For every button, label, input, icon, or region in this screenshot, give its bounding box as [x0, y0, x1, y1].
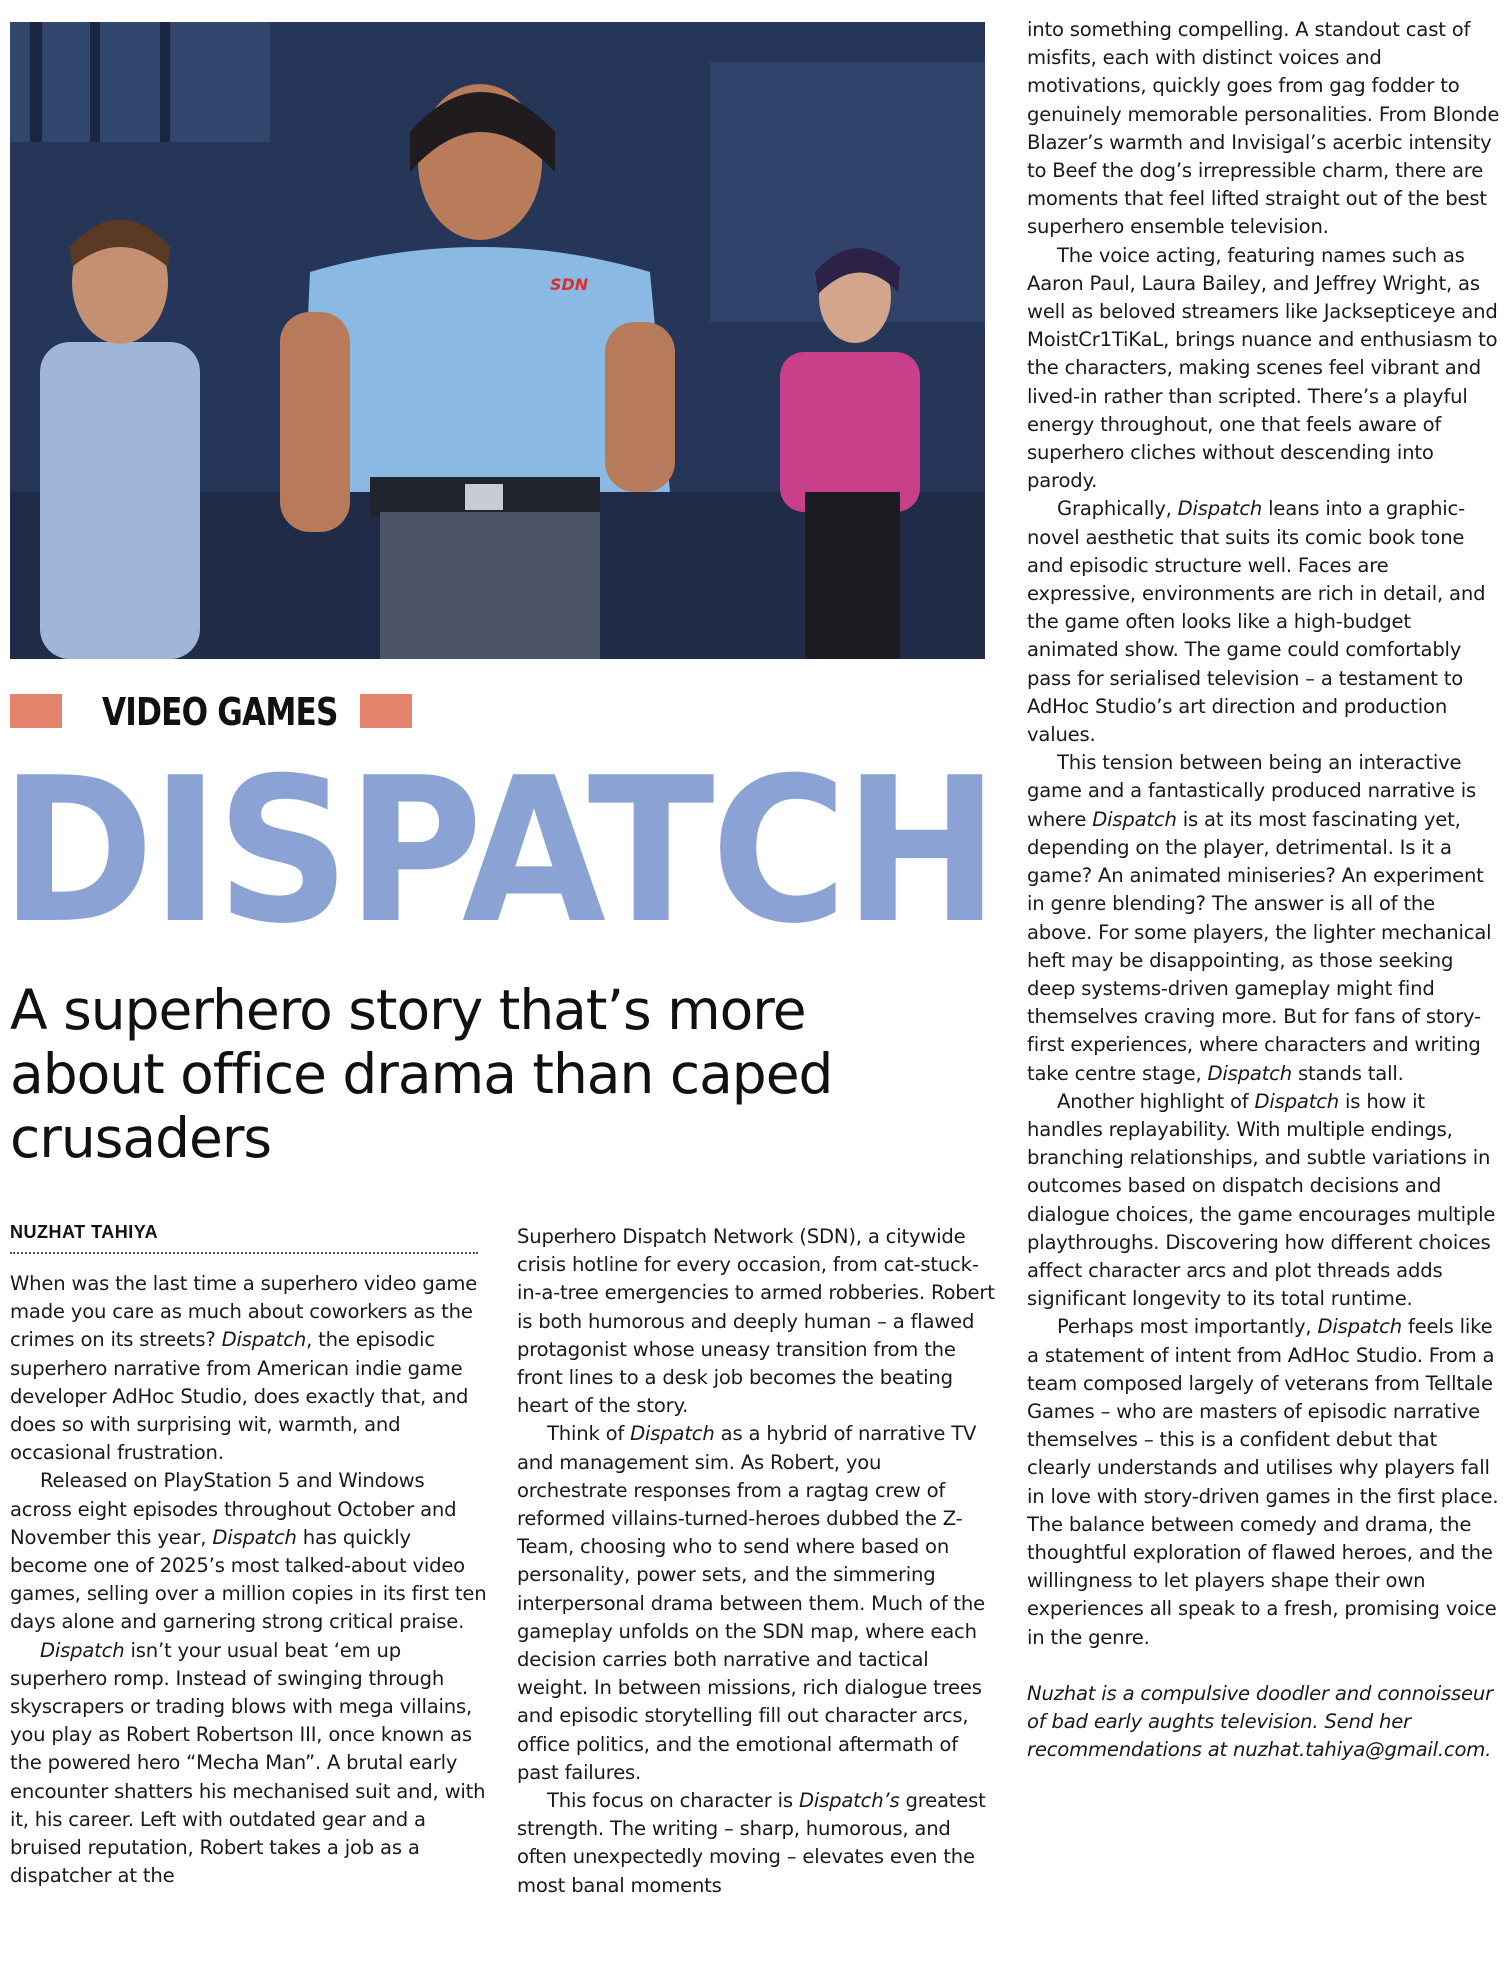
paragraph: This tension between being an interactive game and a fantastically produced narrative is where Dispatch is at its most fascinating yet, depending on the player, detrimental. Is it a game? An animated miniseries? An experiment in genre blending? The answer is all of the above. For some players, the lighter mechanical heft may be disappointing, as those seeking deep systems-driven gameplay might find themselves craving more. But for fans of story-first experiences, where characters and writing take centre stage, Dispatch stands tall.	[1027, 751, 1492, 1085]
section-label: VIDEO GAMES	[102, 690, 338, 734]
paragraph: Dispatch isn’t your usual beat ‘em up superhero romp. Instead of swinging through skyscrapers or trading blows with mega villains, you play as Robert Robertson III, once known as the powered hero “Mecha Man”. A brutal early encounter shatters his mechanised suit and, with it, his career. Left with outdated gear and a bruised reputation, Robert takes a job as a dispatcher at the	[10, 1638, 486, 1888]
author-bio: Nuzhat is a compulsive doodler and connoisseur of bad early aughts television. Send her recommendations at nuzhat.tahiya@gmail.com.	[1027, 1681, 1493, 1762]
paragraph: Superhero Dispatch Network (SDN), a citywide crisis hotline for every occasion, from cat-stuck-in-a-tree emergencies to armed robberies. Robert is both humorous and deeply human – a flawed protagonist whose uneasy transition from the front lines to a desk job becomes the beating heart of the story.	[517, 1225, 995, 1418]
paragraph: When was the last time a superhero video game made you care as much about coworkers as the crimes on its streets? Dispatch, the episodic superhero narrative from American indie game developer AdHoc Studio, does exactly that, and does so with surprising wit, warmth, and occasional frustration.	[10, 1272, 478, 1465]
subtitle: A superhero story that’s more about office drama than caped crusaders	[10, 978, 833, 1170]
background-beam	[30, 22, 42, 142]
byline-divider	[10, 1252, 478, 1254]
article-column-2	[517, 1223, 997, 1900]
hero-image	[10, 22, 985, 659]
paragraph: The voice acting, featuring names such as Aaron Paul, Laura Bailey, and Jeffrey Wright, as well as beloved streamers like Jacksepticeye and MoistCr1TiKaL, brings nuance and enthusiasm to the characters, making scenes feel vibrant and lived-in rather than scripted. There’s a playful energy throughout, one that feels aware of superhero cliches without descending into parody.	[1027, 243, 1498, 493]
hero-illustration	[10, 22, 985, 659]
paragraph: Think of Dispatch as a hybrid of narrative TV and management sim. As Robert, you orchestrate responses from a ragtag crew of reformed villains-turned-heroes dubbed the Z-Team, choosing who to send where based on personality, power sets, and the simmering interpersonal drama between them. Much of the gameplay unfolds on the SDN map, where each decision carries both narrative and tactical weight. In between missions, rich dialogue trees and episodic storytelling fill out character arcs, office politics, and the emotional aftermath of past failures.	[517, 1422, 985, 1784]
kicker-block-left	[10, 694, 62, 728]
background-window	[10, 22, 270, 142]
kicker-block-right	[360, 694, 412, 728]
paragraph: Graphically, Dispatch leans into a graphic-novel aesthetic that suits its comic book tone and episodic structure well. Faces are expressive, environments are rich in detail, and the game often looks like a high-budget animated show. The game could comfortably pass for serialised television – a testament to AdHoc Studio’s art direction and production values.	[1027, 497, 1486, 747]
headline: DISPATCH	[0, 735, 996, 968]
paragraph: Another highlight of Dispatch is how it handles replayability. With multiple endings, branching relationships, and subtle variations in outcomes based on dispatch decisions and dialogue choices, the game encourages multiple playthroughs. Discovering how different choices affect character arcs and plot threads adds significant longevity to its total runtime.	[1027, 1089, 1496, 1311]
article-column-1	[10, 1270, 490, 1890]
paragraph: into something compelling. A standout cast of misfits, each with distinct voices and motivations, quickly goes from gag fodder to genuinely memorable personalities. From Blonde Blazer’s warmth and Invisigal’s acerbic intensity to Beef the dog’s irrepressible charm, there are moments that feel lifted straight out of the best superhero ensemble television.	[1027, 18, 1500, 239]
section-kicker	[10, 692, 410, 732]
sdn-logo: SDN	[550, 275, 589, 294]
article-column-3	[1027, 16, 1503, 1764]
paragraph: This focus on character is Dispatch’s greatest strength. The writing – sharp, humorous, and often unexpectedly moving – elevates even the most banal moments	[517, 1789, 986, 1897]
paragraph: Perhaps most importantly, Dispatch feels like a statement of intent from AdHoc Studio. From a team composed largely of veterans from Telltale Games – who are masters of episodic narrative themselves – this is a confident debut that clearly understands and utilises why players fall in love with story-driven games in the first place. The balance between comedy and drama, the thoughtful exploration of flawed heroes, and the willingness to let players shape their own experiences all speak to a fresh, promising voice in the genre.	[1027, 1315, 1499, 1649]
paragraph: Released on PlayStation 5 and Windows across eight episodes throughout October and November this year, Dispatch has quickly become one of 2025’s most talked-about video games, selling over a million copies in its first ten days alone and garnering strong critical praise.	[10, 1469, 487, 1634]
byline: NUZHAT TAHIYA	[10, 1222, 159, 1242]
